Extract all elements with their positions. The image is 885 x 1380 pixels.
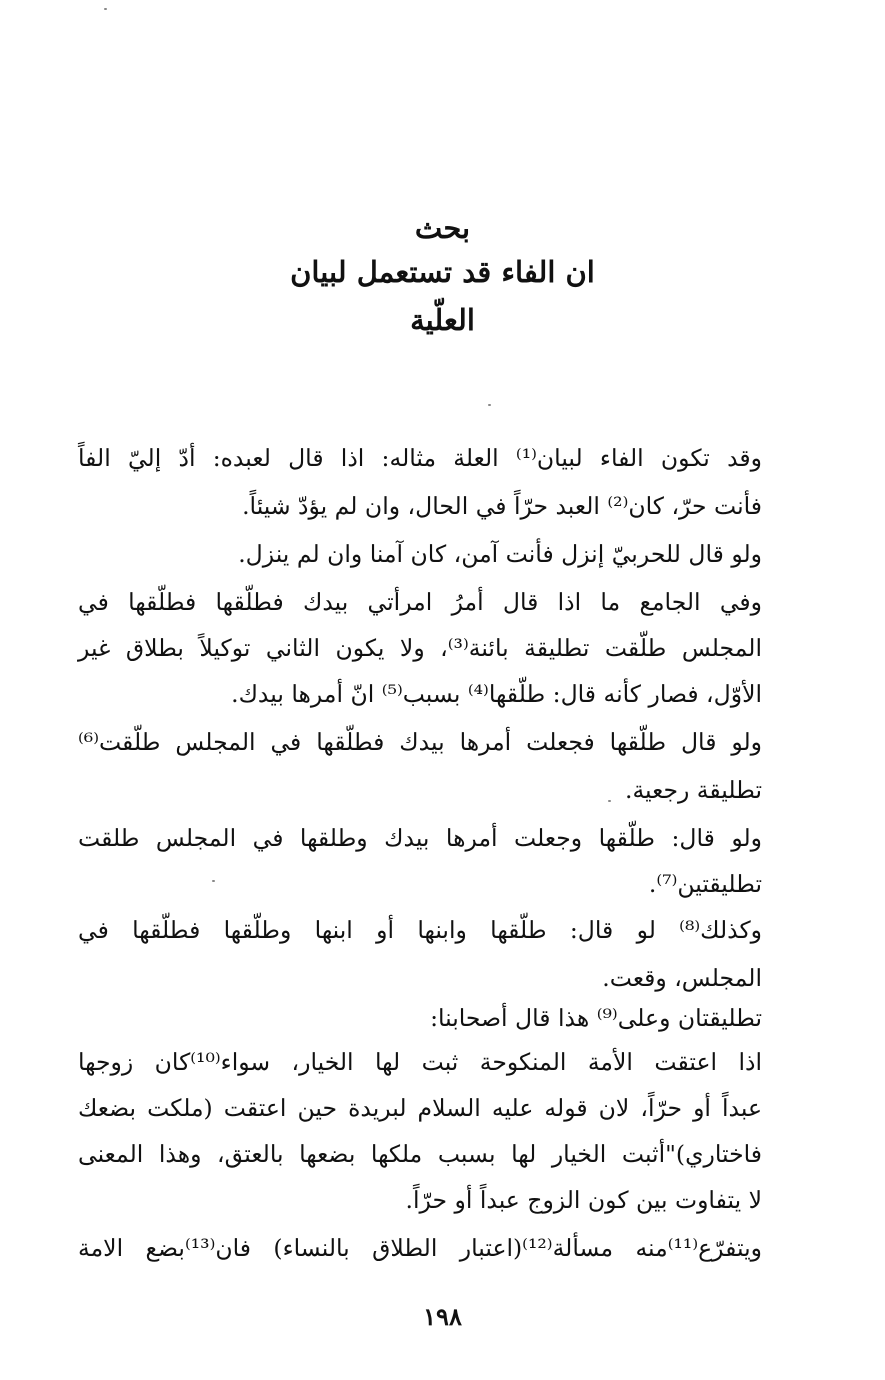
body-line-2: فأنت حرّ، كان⁽²⁾ العبد حرّاً في الحال، وان لم يؤدّ شيئاً. (242, 492, 762, 520)
body-line-15: عبداً أو حرّاً، لان قوله عليه السلام لبريدة حين اعتقت (ملكت بضعك (78, 1094, 762, 1122)
body-line-17: لا يتفاوت بين كون الزوج عبداً أو حرّاً. (405, 1186, 762, 1214)
heading-line-2: ان الفاء قد تستعمل لبيان (290, 255, 595, 289)
body-line-12: المجلس، وقعت. (602, 964, 762, 992)
body-line-18: ويتفرّع⁽¹¹⁾منه مسألة⁽¹²⁾(اعتبار الطلاق بالنساء) فان⁽¹³⁾بضع الامة (78, 1234, 762, 1262)
body-line-5: المجلس طلّقت تطليقة بائنة⁽³⁾، ولا يكون الثاني توكيلاً بطلاق غير (78, 634, 762, 662)
body-line-1: وقد تكون الفاء لبيان⁽¹⁾ العلة مثاله: اذا قال لعبده: أدّ إليّ الفاً (78, 444, 762, 472)
scan-speck (608, 800, 611, 802)
body-line-10: تطليقتين⁽⁷⁾. (648, 870, 762, 898)
scan-speck (212, 880, 215, 882)
body-line-3: ولو قال للحربيّ إنزل فأنت آمن، كان آمنا وان لم ينزل. (238, 540, 762, 568)
body-line-16: فاختاري)"أثبت الخيار لها بسبب ملكها بضعها بالعتق، وهذا المعنى (78, 1140, 762, 1168)
body-line-11: وكذلك⁽⁸⁾ لو قال: طلّقها وابنها أو ابنها وطلّقها فطلّقها في (78, 916, 762, 944)
body-line-7: ولو قال طلّقها فجعلت أمرها بيدك فطلّقها في المجلس طلّقت⁽⁶⁾ (78, 728, 762, 756)
body-line-13: تطليقتان وعلى⁽⁹⁾ هذا قال أصحابنا: (430, 1004, 762, 1032)
body-line-9: ولو قال: طلّقها وجعلت أمرها بيدك وطلقها في المجلس طلقت (78, 824, 762, 852)
page-number: ١٩٨ (423, 1302, 462, 1331)
body-line-6: الأوّل، فصار كأنه قال: طلّقها⁽⁴⁾ بسبب⁽⁵⁾ انّ أمرها بيدك. (231, 680, 762, 708)
heading-line-1: بحث (414, 211, 471, 245)
body-line-8: تطليقة رجعية. (624, 776, 762, 804)
body-line-14: اذا اعتقت الأمة المنكوحة ثبت لها الخيار، سواء⁽¹⁰⁾كان زوجها (78, 1048, 762, 1076)
scan-speck (104, 8, 107, 10)
heading-line-3: العلّية (410, 303, 475, 337)
body-line-4: وفي الجامع ما اذا قال أمرُ امرأتي بيدك فطلّقها فطلّقها في (78, 588, 762, 616)
scan-speck (488, 404, 491, 406)
